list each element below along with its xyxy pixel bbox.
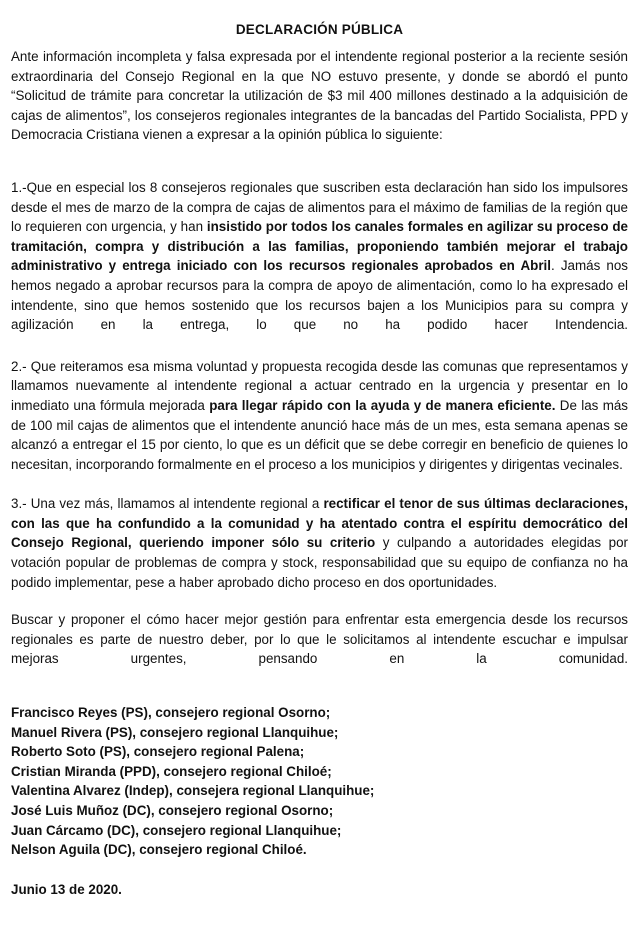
point-3-paragraph (11, 494, 628, 592)
point-3-text-end: y culpando a autoridades elegidas por votación popular de problemas de compra y stock, responsabilidad que su equipo de confianza no ha podido implementar, pese a haber aprobado dicho proceso en dos oportunidades. (11, 535, 628, 590)
point-3-emphasis: rectificar el tenor de sus últimas declaraciones, con las que ha confundido a la comunidad y ha atentado contra el espíritu democrático del Consejo Regional, queriendo imponer sólo su criterio (11, 496, 628, 551)
point-2-text: 2.- Que reiteramos esa misma voluntad y propuesta recogida desde las comunas que representamos y llamamos nuevamente al intendente regional a actuar centrado en la urgencia y presentar en lo inmediato una fórmula mejorada (11, 358, 628, 413)
point-1-emphasis: insistido por todos los canales formales en agilizar su proceso de tramitación, compra y distribución a las familias, proponiendo también mejorar el trabajo administrativo y entrega iniciado con los recursos regionales aprobados en Abril (11, 219, 628, 274)
point-3-text: 3.- Una vez más, llamamos al intendente regional a (11, 496, 324, 512)
closing-paragraph: Buscar y proponer el cómo hacer mejor gestión para enfrentar esta emergencia desde los recursos regionales es parte de nuestro deber, por lo que le solicitamos al intendente escuchar e impulsar mejoras urgentes, pensando en la comunidad. (11, 612, 628, 667)
signer-item: Valentina Alvarez (Indep), consejera regional Llanquihue; (11, 783, 375, 799)
signers-list (11, 703, 628, 860)
signer-item: José Luis Muñoz (DC), consejero regional Osorno; (11, 803, 334, 818)
signer-item: Nelson Aguila (DC), consejero regional Chiloé. (11, 842, 307, 858)
point-1-text: 1.-Que en especial los 8 consejeros regionales que suscriben esta declaración han sido los impulsores desde el mes de marzo de la compra de cajas de alimentos para el máximo de familias de la región que lo requieren con urgencia, y han (11, 179, 628, 235)
document-date: Junio 13 de 2020. (11, 881, 122, 897)
signer-item: Roberto Soto (PS), consejero regional Palena; (11, 744, 305, 760)
point-1-text-end: . Jamás nos hemos negado a aprobar recursos para la compra de apoyo de alimentación, como lo ha expresado el intendente, sino que hemos sostenido que los recursos bajen a los Municipios para su compra y agilización en la entrega, lo que no ha podido hacer Intendencia. (11, 258, 628, 333)
point-2-paragraph (11, 357, 628, 475)
point-1-paragraph (11, 178, 628, 335)
intro-paragraph: Ante información incompleta y falsa expresada por el intendente regional posterior a la reciente sesión extraordinaria del Consejo Regional en la que NO estuvo presente, y donde se abordó el punto “Solicitud de trámite para concretar la utilización de $3 mil 400 millones destinado a la adquisición de cajas de alimentos”, los consejeros regionales integrantes de la bancadas del Partido Socialista, PPD y Democracia Cristiana vienen a expresar a la opinión pública lo siguiente: (11, 49, 628, 143)
signer-item: Manuel Rivera (PS), consejero regional Llanquihue; (11, 724, 339, 740)
signer-item: Juan Cárcamo (DC), consejero regional Llanquihue; (11, 822, 342, 838)
point-2-text-end: De las más de 100 mil cajas de alimentos que el intendente anunció hace más de un mes, esta semana apenas se alcanzó a entregar el 15 por ciento, lo que es un déficit que se debe corregir en beneficio de quienes lo necesitan, incorporando formalmente en el proceso a los municipios y dirigentes y dirigentas vecinales. (11, 397, 628, 472)
document-title: DECLARACIÓN PÚBLICA (235, 22, 404, 37)
signer-item: Francisco Reyes (PS), consejero regional Osorno; (11, 705, 331, 721)
signer-item: Cristian Miranda (PPD), consejero regional Chiloé; (11, 763, 332, 779)
point-2-emphasis: para llegar rápido con la ayuda y de manera eficiente. (209, 397, 556, 413)
